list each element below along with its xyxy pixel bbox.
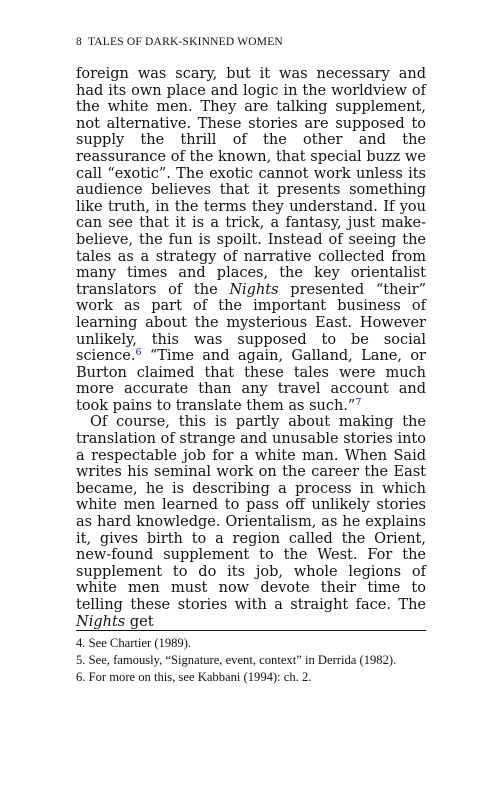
paragraph-2-text-b: get: [125, 613, 154, 630]
paragraph-1-text-b: presented “their” work as part of the important business of learning about the mysterious East. However unlikely, this was supposed to be social science.: [76, 281, 426, 365]
running-title: TALES OF DARK-SKINNED WOMEN: [87, 36, 283, 48]
paragraph-2: [76, 414, 426, 630]
footnote-ref-7[interactable]: 7: [355, 396, 362, 408]
footnotes: [76, 636, 426, 687]
paragraph-1: [76, 66, 426, 414]
paragraph-2-text-a: Of course, this is partly about making the translation of strange and unusable stories into a respectable job for a white man. When Said writes his seminal work on the career the East became, he is describing a process in which white men learned to pass off unlikely stories as hard knowledge. Orientalism, as he explains it, gives birth to a region called the Orient, new-found supplement to the West. For the supplement to do its job, whole legions of white men must now devote their time to telling these stories with a straight face. The: [76, 414, 426, 613]
footnote-ref-6[interactable]: 6: [135, 347, 142, 359]
paragraph-1-text-a: foreign was scary, but it was necessary and had its own place and logic in the worldview of the white men. They are talking supplement, not alternative. These stories are supposed to supply the thrill of the other and the reassurance of the known, that special buzz we call “exotic”. The exotic cannot work unless its audience believes that it presents something like truth, in the terms they understand. If you can see that it is a trick, a fantasy, just make-believe, the fun is spoilt. Instead of seeing the tales as a strategy of narrative collected from many times and places, the key orientalist translators of the: [76, 66, 426, 298]
running-head: [76, 36, 283, 48]
footnote-6: 6. For more on this, see Kabbani (1994): ch. 2.: [76, 670, 312, 684]
footnote-5: 5. See, famously, “Signature, event, context” in Derrida (1982).: [76, 653, 397, 667]
nights-title: Nights: [76, 613, 126, 630]
paragraph-1-text-c: “Time and again, Galland, Lane, or Burton claimed that these tales were much more accurate than any travel account and took pains to translate them as such.”: [76, 348, 426, 414]
footnote-rule: [76, 630, 426, 631]
nights-title: Nights: [229, 281, 279, 298]
footnote-4: 4. See Chartier (1989).: [76, 636, 192, 650]
page-number: 8: [76, 36, 82, 48]
body-text: [76, 66, 426, 630]
